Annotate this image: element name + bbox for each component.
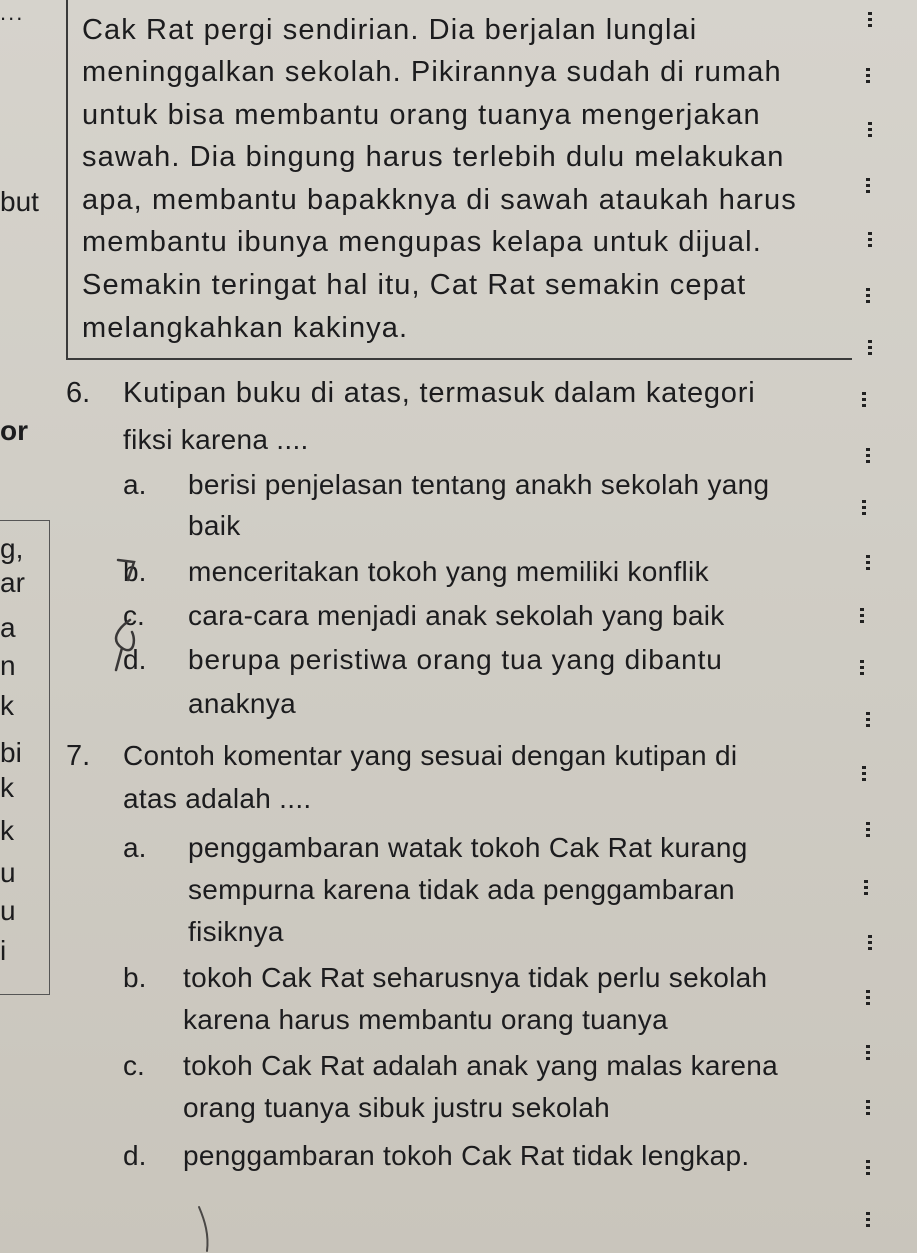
q6-option-a-text: berisi penjelasan tentang anakh sekolah yang: [188, 469, 770, 500]
margin-fragment-k1: k: [0, 690, 14, 721]
binding-dot-mark: [864, 880, 868, 896]
margin-fragment-g: g,: [0, 533, 24, 564]
binding-dot-mark: [868, 935, 872, 951]
binding-dot-mark: [868, 12, 872, 28]
pencil-mark-icon: [100, 540, 190, 690]
binding-dot-mark: [868, 122, 872, 138]
pencil-stroke-icon: [195, 1205, 225, 1253]
passage-line: meninggalkan sekolah. Pikirannya sudah di rumah: [82, 56, 782, 88]
q7-option-a-text: sempurna karena tidak ada penggambaran: [188, 874, 735, 905]
margin-fragment-bi: bi: [0, 737, 22, 768]
passage-line: membantu ibunya mengupas kelapa untuk dijual.: [82, 226, 762, 258]
margin-fragment-i: i: [0, 935, 7, 966]
passage-line: Semakin teringat hal itu, Cat Rat semakin cepat: [82, 269, 747, 301]
passage-line: sawah. Dia bingung harus terlebih dulu melakukan: [82, 141, 785, 173]
question-7-stem: atas adalah ....: [123, 783, 312, 814]
q6-option-a-text: baik: [188, 510, 241, 541]
q6-option-b-letter: b.: [123, 556, 147, 587]
q6-option-b-text: menceritakan tokoh yang memiliki konflik: [188, 556, 709, 587]
binding-dot-mark: [866, 1045, 870, 1061]
q7-option-b-text: tokoh Cak Rat seharusnya tidak perlu sekolah: [183, 962, 768, 993]
margin-fragment-k3: k: [0, 815, 14, 846]
q6-option-d-text: berupa peristiwa orang tua yang dibantu: [188, 644, 723, 675]
q7-option-c-letter: c.: [123, 1050, 145, 1081]
question-6-stem: fiksi karena ....: [123, 424, 309, 455]
question-6-number: 6.: [66, 377, 91, 409]
margin-fragment-n: n: [0, 650, 16, 681]
margin-fragment-top: ...: [0, 0, 25, 25]
passage-box: [66, 0, 852, 360]
binding-dot-mark: [866, 288, 870, 304]
binding-dot-mark: [866, 1100, 870, 1116]
q7-option-d-letter: d.: [123, 1140, 147, 1171]
binding-dot-mark: [862, 392, 866, 408]
q7-option-b-text: karena harus membantu orang tuanya: [183, 1004, 668, 1035]
binding-dot-mark: [866, 712, 870, 728]
q7-option-a-letter: a.: [123, 832, 147, 863]
margin-fragment-ar: ar: [0, 567, 25, 598]
binding-dot-mark: [866, 555, 870, 571]
binding-dot-mark: [866, 178, 870, 194]
passage-line: apa, membantu bapakknya di sawah ataukah harus: [82, 184, 797, 216]
margin-fragment-k2: k: [0, 772, 14, 803]
margin-fragment-u2: u: [0, 895, 16, 926]
q6-option-d-text: anaknya: [188, 688, 296, 719]
q7-option-d-text: penggambaran tokoh Cak Rat tidak lengkap.: [183, 1140, 750, 1171]
question-6-stem: Kutipan buku di atas, termasuk dalam kategori: [123, 377, 756, 409]
question-7-number: 7.: [66, 740, 91, 772]
binding-dot-mark: [866, 68, 870, 84]
binding-dot-mark: [862, 500, 866, 516]
binding-dot-mark: [866, 1160, 870, 1176]
passage-line: untuk bisa membantu orang tuanya mengerjakan: [82, 99, 761, 131]
q6-option-c-text: cara-cara menjadi anak sekolah yang baik: [188, 600, 725, 631]
q7-option-c-text: orang tuanya sibuk justru sekolah: [183, 1092, 611, 1123]
q6-option-c-letter: c.: [123, 600, 145, 631]
q7-option-c-text: tokoh Cak Rat adalah anak yang malas karena: [183, 1050, 779, 1081]
passage-line: Cak Rat pergi sendirian. Dia berjalan lunglai: [82, 14, 698, 46]
margin-fragment-but: but: [0, 186, 39, 217]
q6-option-a-letter: a.: [123, 469, 147, 500]
q7-option-b-letter: b.: [123, 962, 147, 993]
binding-dot-mark: [866, 1212, 870, 1228]
q6-option-d-letter: d.: [123, 644, 147, 675]
margin-fragment-u1: u: [0, 857, 16, 888]
binding-dot-mark: [866, 990, 870, 1006]
binding-dot-mark: [866, 448, 870, 464]
question-7-stem: Contoh komentar yang sesuai dengan kutipan di: [123, 740, 738, 771]
binding-dot-mark: [862, 766, 866, 782]
q7-option-a-text: penggambaran watak tokoh Cak Rat kurang: [188, 832, 748, 863]
q7-option-a-text: fisiknya: [188, 916, 284, 947]
binding-dot-mark: [866, 822, 870, 838]
margin-fragment-or: or: [0, 415, 28, 446]
passage-line: melangkahkan kakinya.: [82, 312, 409, 344]
binding-dot-mark: [868, 340, 872, 356]
margin-fragment-a: a: [0, 612, 16, 643]
binding-dot-mark: [860, 608, 864, 624]
binding-dot-mark: [860, 660, 864, 676]
binding-dot-mark: [868, 232, 872, 248]
